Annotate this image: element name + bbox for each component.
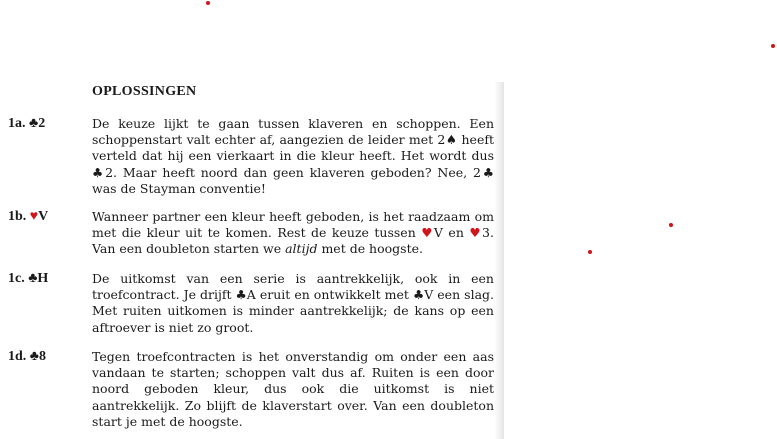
label-number: 1d.	[8, 349, 27, 364]
solution-text: De uitkomst van een serie is aantrekkelijk, ook in een troefcontract. Je drijft ♣A eruit en ontwikkelt met ♣V een slag. Met ruiten uitkomen is minder aantrekkelijk; de kans op een aftroever is niet zo groot.	[92, 271, 494, 335]
heart-suit-icon: ♥	[421, 225, 434, 241]
red-dot-mark	[669, 223, 673, 227]
label-number: 1b.	[8, 209, 27, 224]
emphasis-text: altijd	[285, 241, 318, 257]
red-dot-mark	[206, 1, 210, 5]
label-number: 1c.	[8, 271, 25, 286]
red-dot-mark	[771, 44, 775, 48]
solution-label	[8, 349, 46, 365]
heart-suit-icon: ♥	[469, 225, 483, 241]
solution-text: Tegen troefcontracten is het onverstandig om onder een aas vandaan te starten; schoppen valt dus af. Ruiten is een door noord geboden kleur, dus ook die uitkomst is niet aantrekkelijk. Zo blijft de klaverstart over. Van een doubleton start je met de hoogste.	[92, 349, 494, 429]
text-segment: Wanneer partner een kleur heeft geboden, is het raadzaam om met die kleur uit te komen. Rest de keuze tussen	[92, 209, 494, 241]
section-heading: OPLOSSINGEN	[92, 84, 197, 99]
text-segment: 3. Van een doubleton starten we	[92, 225, 494, 257]
red-dot-mark	[588, 250, 592, 254]
label-rank: 2	[38, 116, 46, 131]
club-suit-icon: ♣	[28, 271, 38, 286]
text-segment: met de hoogste.	[317, 241, 423, 257]
club-suit-icon: ♣	[29, 116, 39, 131]
label-rank: V	[38, 209, 49, 224]
label-rank: H	[37, 271, 49, 286]
label-number: 1a.	[8, 116, 26, 131]
heart-suit-icon: ♥	[29, 209, 39, 224]
page-edge-shadow	[494, 82, 504, 439]
solution-text: De keuze lijkt te gaan tussen klaveren en schoppen. Een schoppenstart valt echter af, aangezien de leider met 2♠ heeft verteld dat hij een vierkaart in die kleur heeft. Het wordt dus ♣2. Maar heeft noord dan geen klaveren geboden? Nee, 2♣ was de Stayman conventie!	[92, 116, 494, 196]
label-rank: 8	[38, 349, 46, 364]
solution-text	[92, 209, 494, 258]
club-suit-icon: ♣	[29, 349, 39, 364]
solution-label	[8, 271, 48, 287]
solution-label	[8, 116, 45, 132]
solution-label	[8, 209, 48, 225]
text-segment: V en	[433, 225, 470, 241]
